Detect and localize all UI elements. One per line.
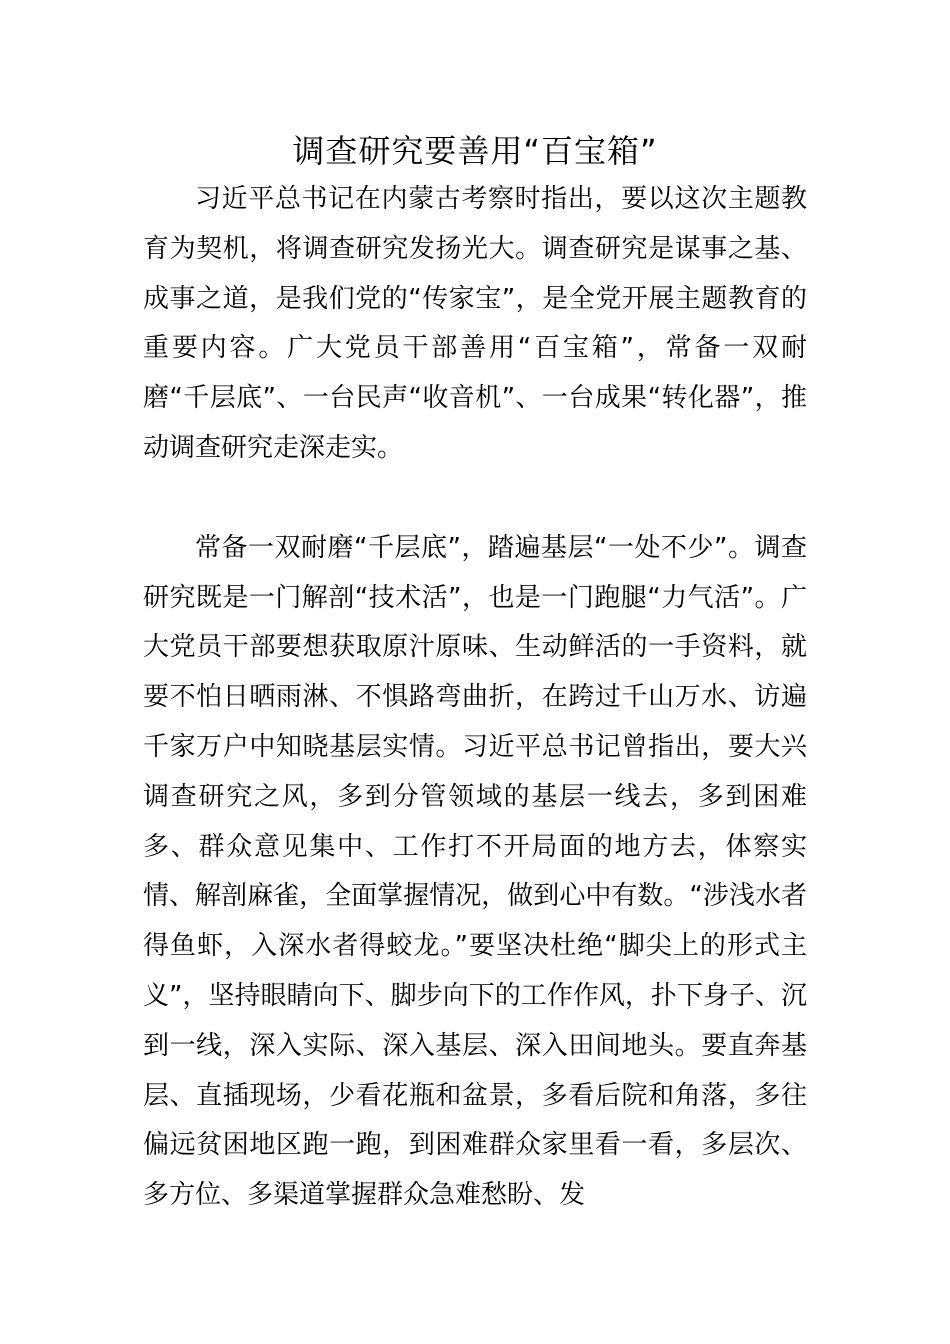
paragraph-qiancengdi: 常备一双耐磨“千层底”，踏遍基层“一处不少”。调查研究既是一门解剖“技术活”，也是一门跑腿“力气活”。广大党员干部要想获取原汁原味、生动鲜活的一手资料，就要不怕日晒雨淋、不惧路弯曲折，在跨过千山万水、访遍千家万户中知晓基层实情。习近平总书记曾指出，要大兴调查研究之风，多到分管领域的基层一线去，多到困难多、群众意见集中、工作打不开局面的地方去，体察实情、解剖麻雀，全面掌握情况，做到心中有数。“涉浅水者得鱼虾，入深水者得蛟龙。”要坚决杜绝“脚尖上的形式主义”，坚持眼睛向下、脚步向下的工作作风，扑下身子、沉到一线，深入实际、深入基层、深入田间地头。要直奔基层、直插现场，少看花瓶和盆景，多看后院和角落，多往偏远贫困地区跑一跑，到困难群众家里看一看，多层次、多方位、多渠道掌握群众急难愁盼、发 — [143, 532, 807, 1211]
paragraph-intro: 习近平总书记在内蒙古考察时指出，要以这次主题教育为契机，将调查研究发扬光大。调查研究是谋事之基、成事之道，是我们党的“传家宝”，是全党开展主题教育的重要内容。广大党员干部善用“百宝箱”，常备一双耐磨“千层底”、一台民声“收音机”、一台成果“转化器”，推动调查研究走深走实。 — [143, 184, 807, 463]
paragraph-gap — [143, 474, 807, 524]
document-title: 调查研究要善用“百宝箱” — [292, 132, 658, 170]
document-page — [143, 127, 807, 1221]
